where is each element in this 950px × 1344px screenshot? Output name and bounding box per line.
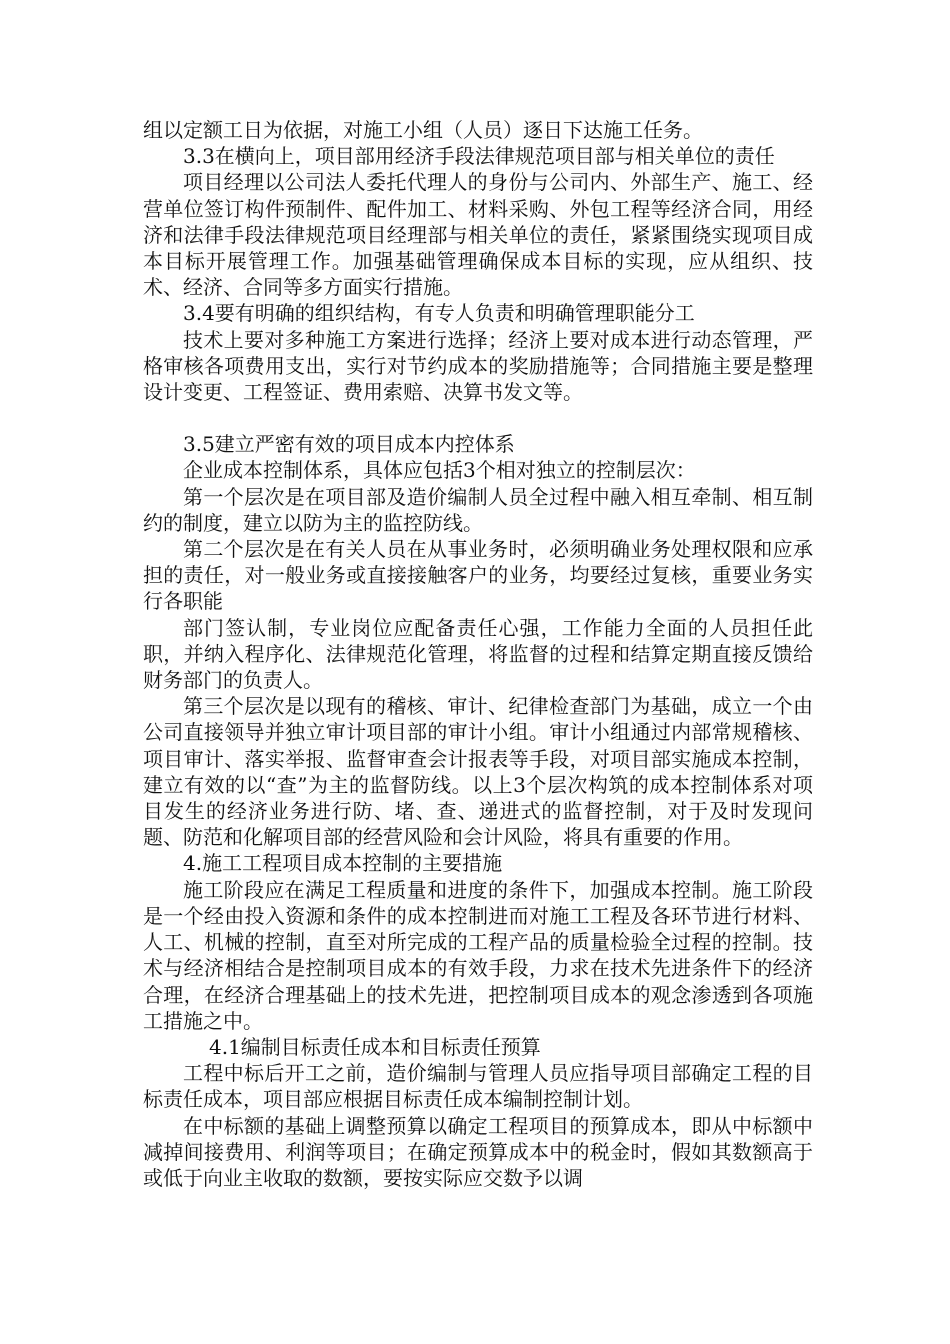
paragraph-second-level: 第二个层次是在有关人员在从事业务时，必须明确业务处理权限和应承担的责任，对一般业务或直接接触客户的业务，均要经过复核，重要业务实行各职能 [143,537,813,614]
paragraph-construction-stage: 施工阶段应在满足工程质量和进度的条件下，加强成本控制。施工阶段是一个经由投入资源和条件的成本控制进而对施工工程及各环节进行材料、人工、机械的控制，直至对所完成的工程产品的质量检验全过程的控制。技术与经济相结合是控制项目成本的有效手段，力求在技术先进条件下的经济合理，在经济合理基础上的技术先进，把控制项目成本的观念渗透到各项施工措施之中。 [143,877,813,1033]
document-body [143,117,813,1191]
heading-3-3: 3.3在横向上，项目部用经济手段法律规范项目部与相关单位的责任 [183,144,775,169]
heading-4: 4.施工工程项目成本控制的主要措施 [183,851,503,876]
paragraph-continuation: 组以定额工日为依据，对施工小组（人员）逐日下达施工任务。 [143,118,703,142]
paragraph-control-system: 企业成本控制体系，具体应包括3个相对独立的控制层次： [183,458,696,483]
heading-4-1: 4.1编制目标责任成本和目标责任预算 [209,1034,541,1059]
paragraph-department-signoff: 部门签认制，专业岗位应配备责任心强，工作能力全面的人员担任此职，并纳入程序化、法律规范化管理，将监督的过程和结算定期直接反馈给财务部门的负责人。 [143,615,813,693]
paragraph-budget-adjust: 在中标额的基础上调整预算以确定工程项目的预算成本，即从中标额中减掉间接费用、利润等项目；在确定预算成本中的税金时，假如其数额高于或低于向业主收取的数额，要按实际应交数予以调 [143,1113,813,1190]
heading-3-4: 3.4要有明确的组织结构，有专人负责和明确管理职能分工 [183,301,695,326]
heading-3-5: 3.5建立严密有效的项目成本内控体系 [183,432,515,457]
paragraph-first-level: 第一个层次是在项目部及造价编制人员全过程中融入相互牵制、相互制约的制度，建立以防为主的监控防线。 [143,484,813,535]
paragraph-third-level: 第三个层次是以现有的稽核、审计、纪律检查部门为基础，成立一个由公司直接领导并独立审计项目部的审计小组。审计小组通过内部常规稽核、项目审计、落实举报、监督审查会计报表等手段，对项目部实施成本控制，建立有效的以“查”为主的监督防线。以上3个层次构筑的成本控制体系对项目发生的经济业务进行防、堵、查、递进式的监督控制，对于及时发现问题、防范和化解项目部的经营风险和会计风险，将具有重要的作用。 [143,694,813,850]
paragraph-project-manager: 项目经理以公司法人委托代理人的身份与公司内、外部生产、施工、经营单位签订构件预制件、配件加工、材料采购、外包工程等经济合同，用经济和法律手段法律规范项目经理部与相关单位的责任，紧紧围绕实现项目成本目标开展管理工作。加强基础管理确保成本目标的实现，应从组织、技术、经济、合同等多方面实行措施。 [143,170,813,300]
paragraph-target-cost: 工程中标后开工之前，造价编制与管理人员应指导项目部确定工程的目标责任成本，项目部应根据目标责任成本编制控制计划。 [143,1061,813,1112]
paragraph-technical-measures: 技术上要对多种施工方案进行选择；经济上要对成本进行动态管理，严格审核各项费用支出，实行对节约成本的奖励措施等；合同措施主要是整理设计变更、工程签证、费用索赔、决算书发文等。 [143,327,813,405]
blank-line [143,405,813,431]
